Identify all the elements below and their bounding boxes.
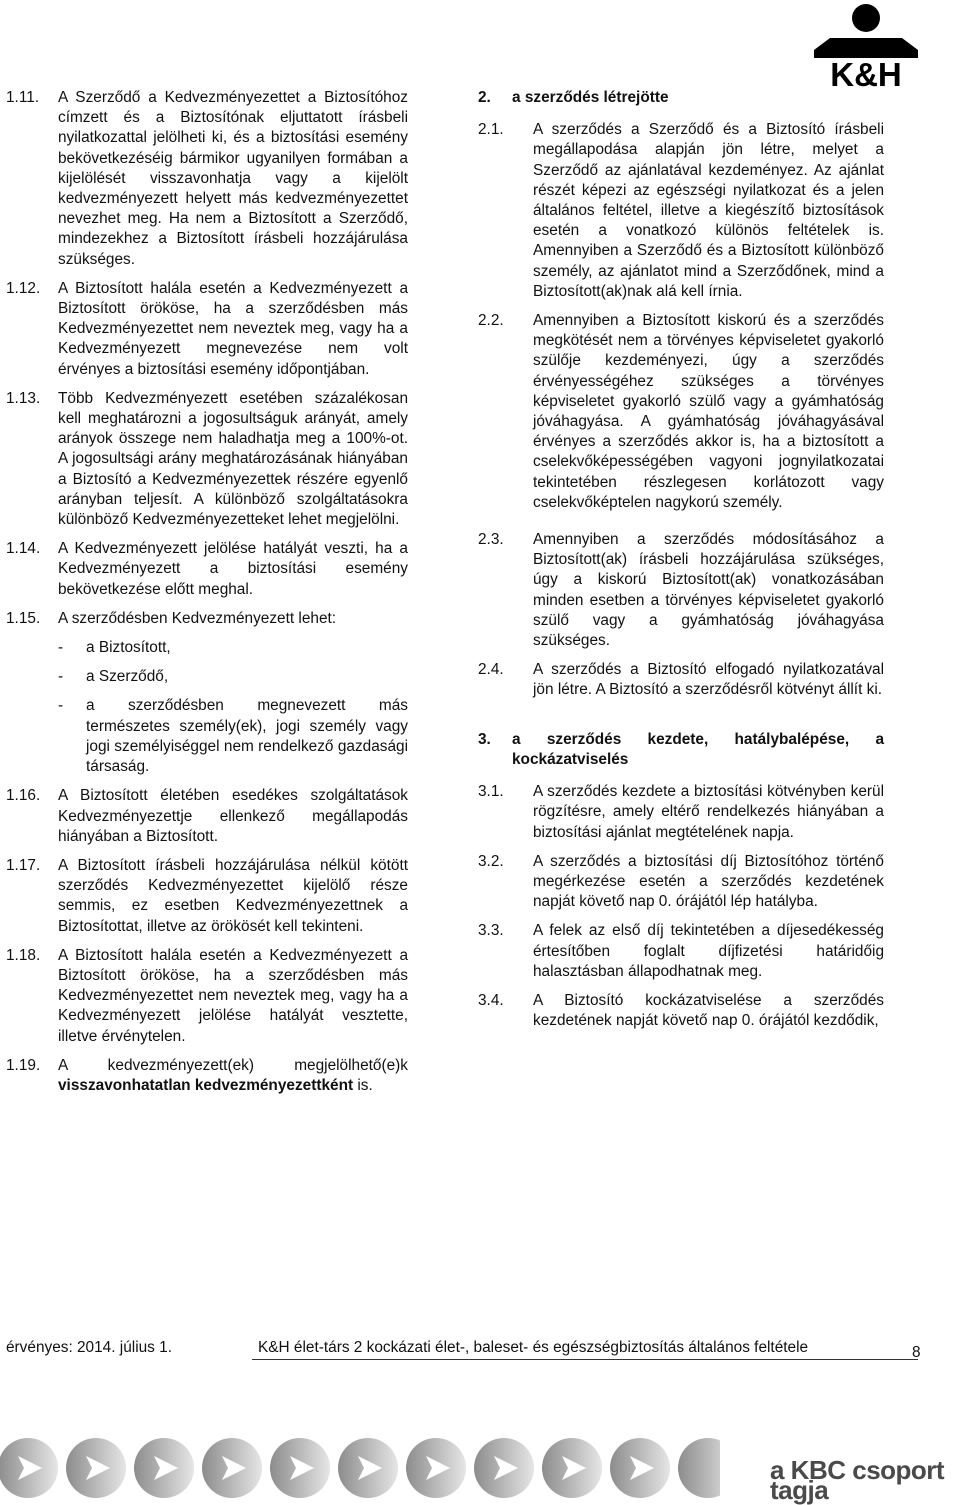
clause-number: 1.19. (6, 1056, 41, 1074)
clause-number: 1.12. (6, 279, 41, 297)
clause-text: A szerződés kezdete a biztosítási kötvényben kerül rögzítésre, amely eltérő rendelkezés hiányában a biztosítási ajánlat megtételének napja. (533, 783, 884, 841)
section-title: a szerződés kezdete, hatálybalépése, a kockázatviselés (512, 730, 884, 768)
clause-text: A Biztosított írásbeli hozzájárulása nélkül kötött szerződés Kedvezményezettet kijelölő része semmis, ez esetben Kedvezményezettnek a Biztosítottat, illetve az örökösét kell tekinteni. (58, 856, 408, 935)
clause-text-bold: visszavonhatatlan kedvezményezettként (58, 1076, 354, 1094)
clause-3-1 (478, 782, 884, 843)
clause-1-18 (6, 946, 408, 1047)
section-title: a szerződés létrejötte (512, 89, 669, 106)
clause-1-19 (6, 1056, 408, 1096)
page-number: 8 (912, 1344, 921, 1361)
validity-date: érvényes: 2014. július 1. (6, 1339, 172, 1356)
clause-1-11 (6, 88, 408, 270)
clause-text: Több Kedvezményezett esetében százalékosan kell meghatározni a jogosultságuk arányát, amely arányok összege nem haladhatja meg a 100%-ot. A jogosultsági arány meghatározásának hiányában a Biztosító a Kedvezményezettek részére egyenlő arányban teljesít. A különböző szolgáltatásokra különböző Kedvezményezetteket lehet megjelölni. (58, 389, 408, 529)
clause-2-3 (478, 530, 884, 651)
section-2-heading (478, 88, 884, 108)
clause-text (58, 1056, 408, 1096)
document-title: K&H élet-társ 2 kockázati élet-, baleset- és egészségbiztosítás általános feltétele (258, 1339, 809, 1356)
kh-logo (810, 2, 922, 88)
clause-number: 3.4. (478, 991, 504, 1009)
right-column (478, 88, 884, 1040)
clause-1-12 (6, 279, 408, 380)
list-item (58, 696, 408, 777)
arrow-band-decoration (0, 1428, 720, 1503)
clause-text: A szerződés a Biztosító elfogadó nyilatkozatával jön létre. A Biztosító a szerződésről kötvényt állít ki. (533, 661, 884, 699)
clause-3-3 (478, 921, 884, 982)
clause-text: Amennyiben a szerződés módosításához a Biztosított(ak) írásbeli hozzájárulása szükséges, úgy a kiskorú Biztosított(ak) vonatkozásában minden esetben a törvényes képviseletet gyakorló szülő vagy a gyámhatóság jóváhagyása szükséges. (533, 531, 884, 650)
clause-text: A Szerződő a Kedvezményezettet a Biztosítóhoz címzett és a Biztosítónak eljuttatott írásbeli nyilatkozattal jelölheti ki, és a biztosítási esemény bekövetkezéséig bármikor ugyanilyen formában a kijelölését visszavonhatja vagy a kijelölt kedvezményezett helyett más kedvezményezettet nevezhet meg. Ha nem a Biztosított a Szerződő, mindezekhez a Biztosított írásbeli hozzájárulása szükséges. (58, 89, 408, 268)
clause-text-post: is. (353, 1076, 373, 1094)
clause-2-2 (478, 311, 884, 513)
clause-number: 1.16. (6, 787, 41, 805)
clause-3-4 (478, 991, 884, 1031)
clause-number: 3.2. (478, 852, 504, 870)
left-column (6, 88, 408, 1105)
clause-text: A szerződés a biztosítási díj Biztosítóhoz történő megérkezése esetén a szerződés kezdetének napját követő nap 0. órájától lép hatályba. (533, 852, 884, 911)
clause-text: A szerződés a Szerződő és a Biztosító írásbeli megállapodása alapján jön létre, melyet a Szerződő az ajánlatával kezdeményez. Az ajánlat részét képezi az egészségi nyilatkozat és a jelen általános feltétel, illetve a kiegészítő biztosítások esetén a vonatkozó különös feltételek is. Amennyiben a Szerződő és a Biztosított különböző személy, az ajánlatot mind a Szerződőnek, mind a Biztosított(ak)nak alá kell írnia. (533, 121, 884, 300)
clause-2-4 (478, 660, 884, 700)
section-number: 2. (478, 89, 491, 106)
clause-text: A Biztosított halála esetén a Kedvezményezett a Biztosított örököse, ha a szerződésben más Kedvezményezettet nem neveztek meg, vagy ha a Kedvezményezett megnevezése nem volt érvényes a biztosítási esemény időpontjában. (58, 279, 408, 378)
clause-number: 1.14. (6, 540, 41, 558)
clause-text: A Biztosító kockázatviselése a szerződés kezdetének napját követő nap 0. órájától kezdődik, (533, 991, 884, 1030)
clause-text: A felek az első díj tekintetében a díjesedékesség értesítőben foglalt díjfizetési határidőig halasztásban állapodhatnak meg. (533, 922, 884, 980)
clause-text: A Kedvezményezett jelölése hatályát veszti, ha a Kedvezményezett a biztosítási esemény bekövetkezése előtt meghal. (58, 540, 408, 598)
clause-number: 2.3. (478, 531, 504, 549)
clause-number: 3.1. (478, 783, 504, 801)
clause-number: 2.2. (478, 312, 504, 330)
clause-text: A Biztosított halála esetén a Kedvezményezett a Biztosított örököse, ha a szerződésben más Kedvezményezettet nem neveztek meg, vagy ha a Kedvezményezett jelölése hatályát vesztette, illetve érvénytelen. (58, 946, 408, 1045)
list-item-text: a Szerződő, (86, 668, 169, 686)
clause-number: 1.13. (6, 389, 41, 407)
section-number: 3. (478, 730, 491, 748)
list-item-text: a Biztosított, (86, 639, 171, 657)
list-dash: - (58, 668, 64, 686)
clause-1-16 (6, 786, 408, 847)
list-item-text: a szerződésben megnevezett más természetes személy(ek), jogi személy vagy jogi személyiséggel nem rendelkező gazdasági társaság. (86, 697, 408, 776)
clause-text: A Biztosított életében esedékes szolgáltatások Kedvezményezettje ellenkező megállapodás hiányában a Biztosított. (58, 787, 408, 845)
list-dash: - (58, 639, 64, 657)
clause-1-17 (6, 856, 408, 937)
section-3-heading (478, 730, 884, 770)
list-item (58, 667, 408, 687)
clause-number: 1.17. (6, 856, 41, 874)
clause-number: 1.18. (6, 946, 41, 964)
clause-number: 1.15. (6, 609, 41, 627)
clause-3-2 (478, 852, 884, 913)
kbc-group-slogan: a KBC csoport tagja (770, 1455, 945, 1505)
clause-2-1 (478, 120, 884, 302)
logo-head (852, 4, 880, 32)
clause-number: 2.1. (478, 121, 504, 139)
clause-number: 3.3. (478, 922, 504, 940)
clause-text: Amennyiben a Biztosított kiskorú és a szerződés megkötését nem a törvényes képviseletet gyakorló szülője kezdeményezi, úgy a szerződés érvényességéhez szükséges a törvényes képviseletet gyakorló szülő vagy a gyámhatóság jóváhagyása. A gyámhatóság jóváhagyásával érvényes a szerződés akkor is, ha a biztosított a cselekvőképességében vagyoni jognyilatkozatai tekintetében részlegesen korlátozott vagy cselekvőképtelen nagykorú személy. (533, 312, 884, 511)
clause-number: 2.4. (478, 661, 504, 679)
list-dash: - (58, 697, 64, 715)
clause-1-13 (6, 389, 408, 530)
clause-text-pre: A kedvezményezett(ek) megjelölhető(e)k (58, 1056, 408, 1074)
clause-1-14 (6, 539, 408, 600)
clause-number: 1.11. (6, 89, 40, 106)
footer-underline (252, 1359, 918, 1360)
logo-text: K&H (830, 56, 902, 88)
clause-1-15 (6, 609, 408, 629)
clause-text: A szerződésben Kedvezményezett lehet: (58, 609, 337, 627)
logo-shoulders (814, 38, 918, 58)
list-item (58, 638, 408, 658)
